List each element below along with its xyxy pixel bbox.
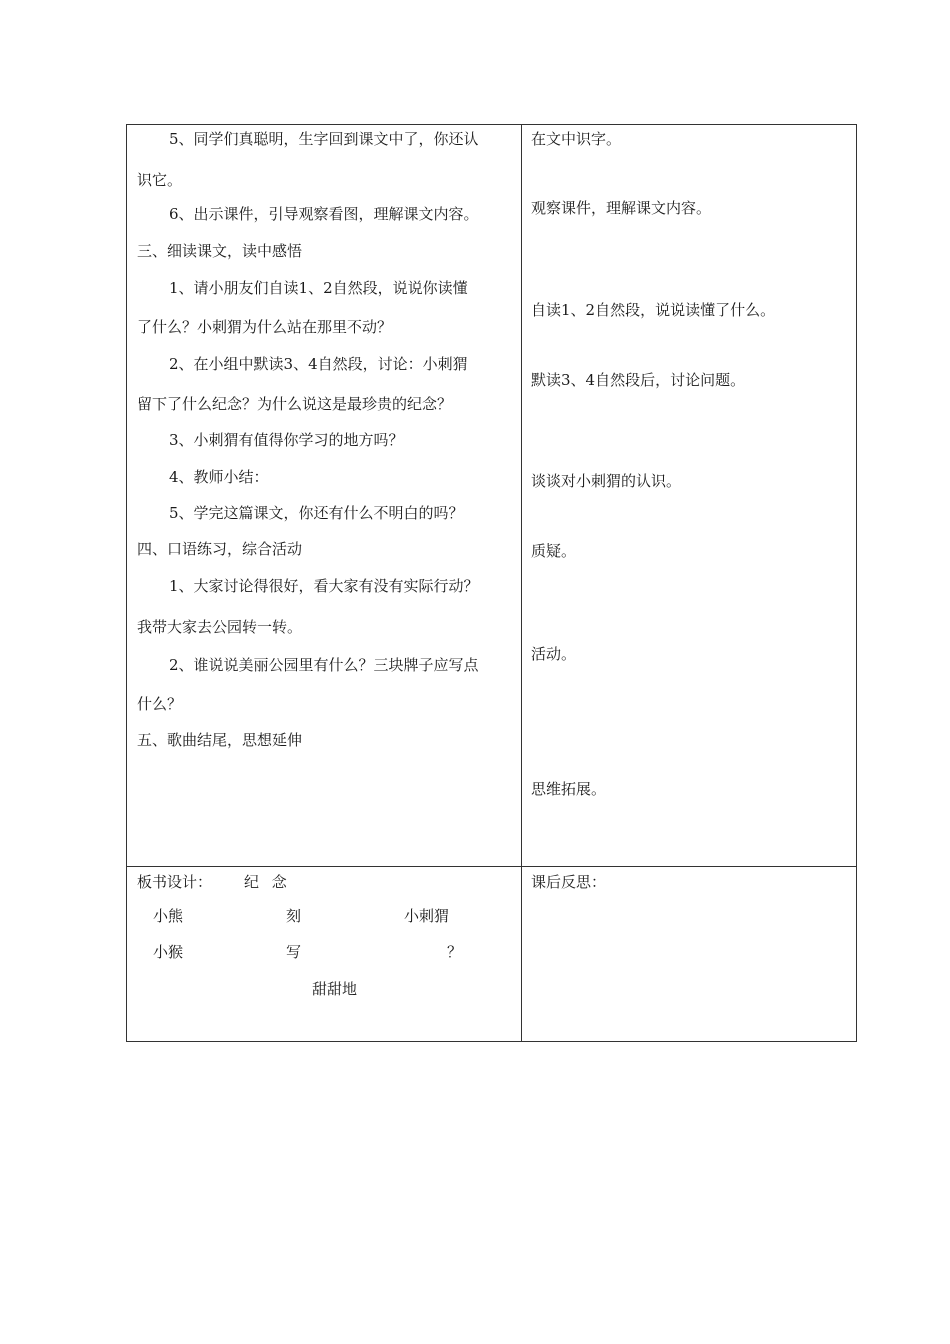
teaching-steps-cell (127, 125, 522, 866)
bottom-row (127, 867, 856, 1041)
board-design-title: 纪 念 (244, 873, 291, 891)
step-line: 5、学完这篇课文，你还有什么不明白的吗？ (169, 504, 464, 522)
step-line: 5、同学们真聪明，生字回到课文中了，你还认 (169, 130, 479, 148)
student-activities-cell (522, 125, 856, 866)
board-item: 小熊 (153, 907, 184, 925)
step-line: 3、小刺猬有值得你学习的地方吗？ (169, 431, 404, 449)
activity-line: 活动。 (531, 645, 577, 663)
section-heading: 四、口语练习，综合活动 (137, 540, 303, 558)
step-line: 2、在小组中默读3、4自然段，讨论：小刺猬 (169, 355, 468, 373)
step-line: 1、大家讨论得很好，看大家有没有实际行动？ (169, 577, 479, 595)
board-item: 刻 (286, 907, 302, 925)
board-item: 小刺猬 (404, 907, 450, 925)
step-line: 2、谁说说美丽公园里有什么？三块牌子应写点 (169, 656, 479, 674)
step-line: 1、请小朋友们自读1、2自然段，说说你读懂 (169, 279, 468, 297)
lesson-plan-table (126, 124, 857, 1042)
section-heading: 三、细读课文，读中感悟 (137, 242, 303, 260)
activity-line: 观察课件，理解课文内容。 (531, 199, 712, 217)
board-item: 小猴 (153, 943, 184, 961)
activity-line: 谈谈对小刺猬的认识。 (531, 472, 682, 490)
section-heading: 五、歌曲结尾，思想延伸 (137, 731, 303, 749)
step-line: 我带大家去公园转一转。 (137, 618, 303, 636)
activity-line: 思维拓展。 (531, 780, 607, 798)
step-line: 什么？ (137, 695, 183, 713)
board-design-label: 板书设计： (137, 873, 213, 891)
step-line: 4、教师小结： (169, 468, 269, 486)
board-item: 写 (286, 943, 302, 961)
reflection-label: 课后反思： (531, 873, 607, 891)
activity-line: 在文中识字。 (531, 130, 622, 148)
step-line: 了什么？小刺猬为什么站在那里不动？ (137, 318, 393, 336)
activity-line: 自读1、2自然段，说说读懂了什么。 (531, 301, 776, 319)
activity-line: 质疑。 (531, 542, 577, 560)
board-item: ？ (447, 943, 463, 961)
activity-line: 默读3、4自然段后，讨论问题。 (531, 371, 746, 389)
main-row (127, 125, 856, 867)
step-line: 识它。 (137, 171, 183, 189)
board-footer: 甜甜地 (312, 980, 358, 998)
step-line: 留下了什么纪念？为什么说这是最珍贵的纪念？ (137, 395, 453, 413)
reflection-cell (522, 867, 856, 1041)
board-design-cell (127, 867, 522, 1041)
step-line: 6、出示课件，引导观察看图，理解课文内容。 (169, 205, 479, 223)
